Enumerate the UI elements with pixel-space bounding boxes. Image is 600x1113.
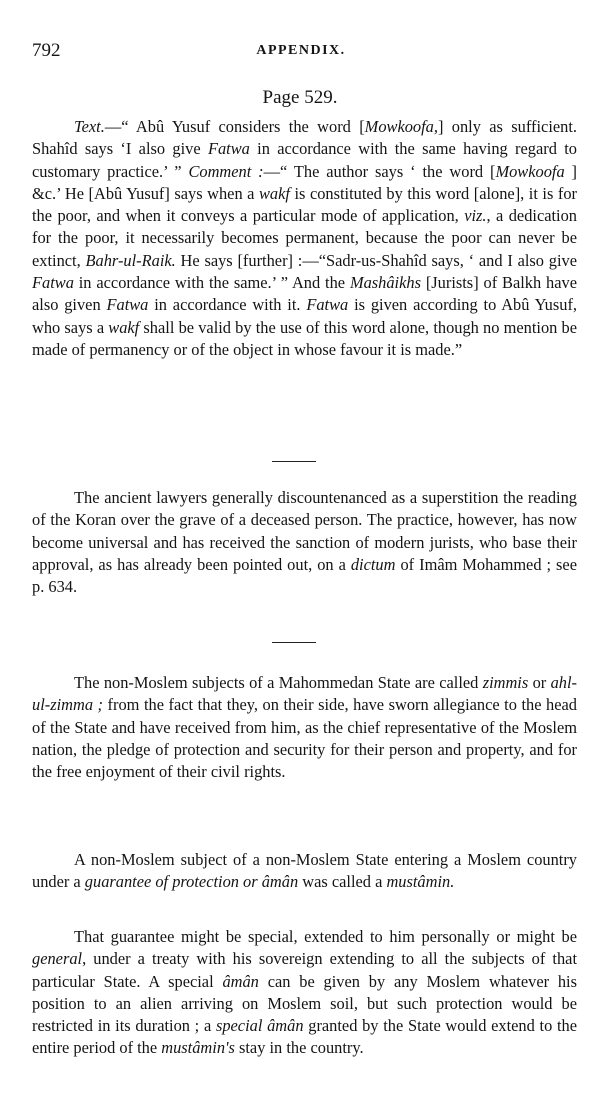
text-run: ] only as sufficient. Shahîd says ‘I also give (32, 117, 577, 159)
aman-guarantee-paragraph (32, 926, 577, 1060)
italic-term: Mashâikhs (349, 273, 421, 293)
italic-term: Fatwa (306, 295, 349, 315)
italic-term: Comment : (188, 161, 264, 181)
text-run: in accordance with it. (148, 295, 307, 315)
running-title: APPENDIX. (256, 43, 346, 58)
section-divider (272, 461, 316, 462)
text-run: —“ The author says ‘ the word [ (263, 161, 496, 181)
text-run: ] &c.’ He [Abû Yusuf] says when a (32, 161, 578, 203)
text-run: [Jurists] of Balkh have also given (32, 273, 577, 315)
text-run: —“ Abû Yusuf considers the word [ (104, 117, 365, 136)
italic-term: dictum (350, 554, 396, 574)
text-run: in accordance with the same having regard to customary practice.’ ” (32, 139, 577, 181)
italic-term: âmân (222, 971, 259, 991)
italic-term: mustâmin. (386, 872, 455, 892)
text-run: is constituted by this word [alone], it is for the poor, and when it conveys a particular mode of application, (32, 183, 578, 226)
text-run: in accordance with the same.’ ” And the (73, 273, 350, 293)
text-run: A non-Moslem subject of a non-Moslem State entering a Moslem country under a (32, 850, 577, 892)
text-run: shall be valid by the use of this word alone, though no mention be made of permanency or of the object in whose favour it is made.” (32, 317, 577, 359)
text-run: , under a treaty with his sovereign extending to all the subjects of that particular State. A special (32, 949, 577, 991)
text-run: stay in the country. (234, 1038, 364, 1058)
italic-term: Bahr-ul-Raik. (85, 250, 176, 270)
page-header (32, 40, 570, 66)
text-run: The ancient lawyers generally discountenanced as a superstition the reading of the Koran over the grave of a deceased person. The practice, however, has now become universal and has received the sanction of modern jurists, who base their approval, as has already been pointed out, on a (32, 488, 577, 574)
italic-term: wakf (258, 183, 290, 203)
italic-term: Fatwa (207, 139, 250, 159)
text-run: is given according to Abû Yusuf, who says a (32, 295, 578, 337)
zimmis-paragraph (32, 672, 577, 783)
italic-term: ahl-ul-zimma ; (32, 673, 578, 715)
text-run: granted by the State would extend to the entire period of the (32, 1016, 578, 1058)
text-run: He says [further] :—“Sadr-us-Shahîd says, ‘ and I also give (175, 250, 577, 270)
section-divider (272, 642, 316, 643)
italic-term: Mowkoofa (495, 161, 565, 181)
italic-term: mustâmin's (161, 1038, 235, 1058)
italic-term: general (32, 949, 83, 969)
text-run: can be given by any Moslem whatever his position to an alien arriving on Moslem soil, but such protection would be restricted in its duration ; a (32, 971, 577, 1036)
italic-term: special âmân (215, 1016, 304, 1036)
italic-term: zimmis (482, 673, 529, 692)
italic-term: Mowkoofa, (364, 117, 438, 136)
text-run: of Imâm Mohammed ; see p. 634. (32, 554, 577, 597)
italic-term: wakf (108, 317, 140, 337)
italic-term: Text. (74, 117, 105, 136)
text-run: from the fact that they, on their side, have sworn allegiance to the head of the State and have received from him, as the chief representative of the Moslem nation, the pledge of protection and security for their person and property, and for the free enjoyment of their civil rights. (32, 695, 577, 782)
text-run: That guarantee might be special, extended to him personally or might be (74, 927, 577, 946)
italic-term: viz. (464, 206, 487, 226)
text-run: or (528, 673, 551, 692)
text-run: was called a (298, 872, 387, 892)
text-run: , a dedication for the poor, it necessarily becomes permanent, because the poor can never be extinct, (32, 206, 578, 270)
page-number: 792 (32, 40, 61, 61)
text-run: The non-Moslem subjects of a Mahommedan State are called (74, 673, 483, 692)
italic-term: guarantee of protection or âmân (84, 872, 299, 892)
italic-term: Fatwa (106, 295, 149, 315)
mustamin-paragraph (32, 849, 577, 894)
section-reference: Page 529. (262, 87, 338, 108)
italic-term: Fatwa (32, 273, 74, 293)
koran-reading-paragraph (32, 487, 577, 598)
quoted-text-paragraph (32, 116, 577, 361)
